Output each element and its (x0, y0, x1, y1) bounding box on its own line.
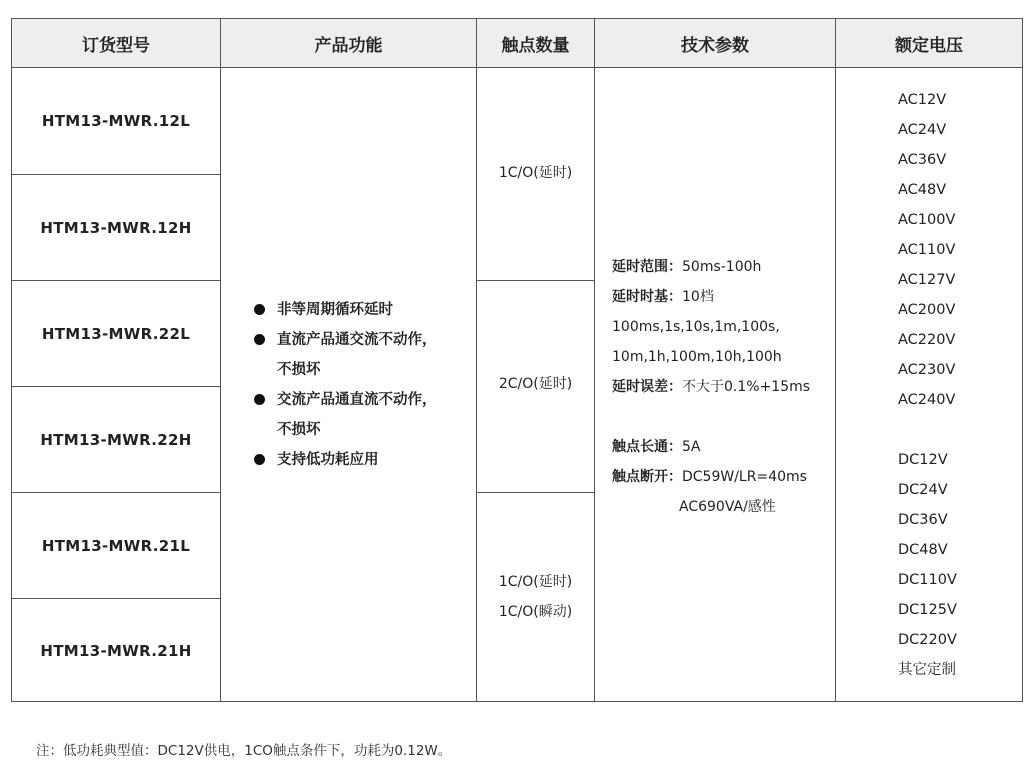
model-cell: HTM13-MWR.12H (40, 218, 192, 237)
function-item: 非等周期循环延时 (252, 295, 437, 325)
voltage-item: AC200V (898, 302, 956, 318)
voltage-item: AC127V (898, 272, 956, 288)
voltage-item: DC48V (898, 542, 948, 558)
voltage-item: AC100V (898, 212, 956, 228)
header-order-model: 订货型号 (12, 19, 220, 68)
function-item: 直流产品通交流不动作， (252, 325, 437, 355)
model-cell: HTM13-MWR.21H (40, 642, 192, 660)
header-function: 产品功能 (221, 19, 476, 68)
param-delay-range (612, 252, 810, 282)
voltage-item: AC220V (898, 332, 956, 348)
param-delay-error (612, 372, 810, 402)
function-item: 交流产品通直流不动作， (252, 385, 437, 415)
tech-params (612, 252, 810, 522)
voltage-item: AC230V (898, 362, 956, 378)
grid-line (835, 19, 836, 701)
spacer (612, 402, 810, 432)
voltage-item: AC36V (898, 152, 947, 168)
voltage-item: AC48V (898, 182, 947, 198)
model-cell: HTM13-MWR.21L (41, 536, 191, 555)
contact-group-2: 2C/O(延时) (498, 376, 573, 392)
group-divider (477, 280, 594, 281)
spacer (898, 415, 957, 445)
header-contacts: 触点数量 (477, 19, 594, 68)
function-list (252, 295, 437, 475)
voltage-item: AC240V (898, 392, 956, 408)
model-cell: HTM13-MWR.22H (40, 430, 192, 449)
param-key: 触点断开： (612, 469, 682, 485)
voltage-item: DC110V (898, 572, 957, 588)
spec-table (11, 18, 1023, 702)
param-contact-carry (612, 432, 810, 462)
function-item-continued: 不损坏 (277, 422, 321, 438)
param-key: 触点长通： (612, 439, 682, 455)
param-value: 不大于0.1%+15ms (682, 379, 811, 395)
param-value: 50ms-100h (682, 259, 762, 275)
param-key: 延时时基： (612, 289, 682, 305)
voltage-list (898, 85, 957, 685)
voltage-item: AC24V (898, 122, 947, 138)
voltage-item: DC24V (898, 482, 948, 498)
header-tech-params: 技术参数 (595, 19, 835, 68)
voltage-item: DC220V (898, 632, 957, 648)
footnote: 注：低功耗典型值：DC12V供电，1CO触点条件下，功耗为0.12W。 (36, 743, 452, 759)
voltage-item: AC12V (898, 92, 947, 108)
param-key: 延时误差： (612, 379, 682, 395)
function-item: 支持低功耗应用 (252, 445, 437, 475)
grid-line (594, 19, 595, 701)
param-value: 10档 (682, 289, 714, 305)
voltage-item: 其它定制 (898, 662, 956, 678)
header-rated-voltage: 额定电压 (836, 19, 1022, 68)
param-key: 延时范围： (612, 259, 682, 275)
voltage-item: DC36V (898, 512, 948, 528)
param-time-base (612, 282, 810, 312)
voltage-item: AC110V (898, 242, 956, 258)
contact-group-1: 1C/O(延时) (498, 165, 573, 181)
contact-group-3-instant: 1C/O(瞬动) (498, 604, 573, 620)
contact-group-3-delay: 1C/O(延时) (498, 574, 573, 590)
function-item-continued: 不损坏 (277, 362, 321, 378)
voltage-item: DC125V (898, 602, 957, 618)
model-cell: HTM13-MWR.12L (41, 112, 191, 130)
voltage-item: DC12V (898, 452, 948, 468)
model-cell: HTM13-MWR.22L (41, 324, 191, 343)
grid-line (220, 19, 221, 701)
param-value-line: AC690VA/感性 (679, 499, 776, 515)
param-value-line: 100ms,1s,10s,1m,100s, (612, 319, 780, 335)
param-value: 5A (682, 439, 701, 455)
param-value-line: 10m,1h,100m,10h,100h (612, 349, 782, 365)
param-contact-break (612, 462, 810, 492)
param-value: DC59W/LR=40ms (682, 469, 807, 485)
group-divider (477, 492, 594, 493)
